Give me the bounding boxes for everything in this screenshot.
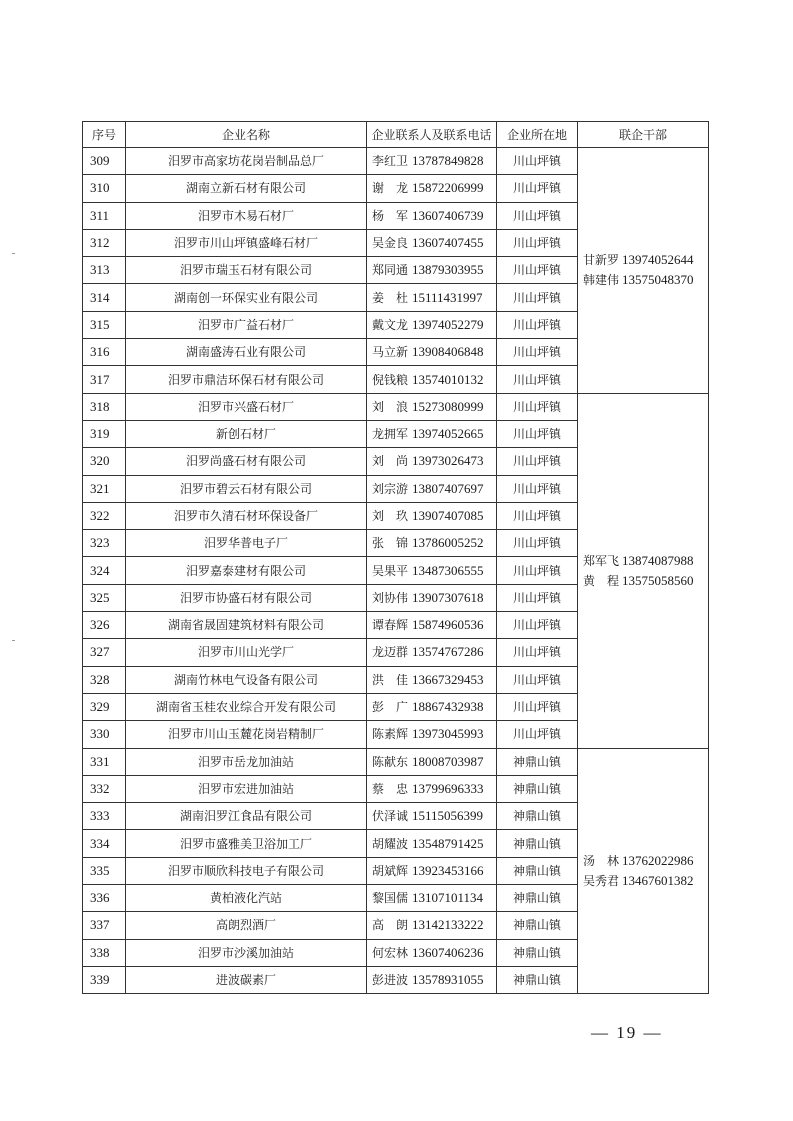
- cell-cadre: [578, 748, 709, 994]
- table-row: [83, 148, 709, 175]
- cell-serial-no: 316: [83, 339, 126, 366]
- contact-person: 龙拥军: [372, 427, 409, 442]
- contact-person: 刘 玖: [372, 509, 409, 523]
- contact-person: 倪钱粮: [372, 372, 409, 387]
- contact-phone: 13807407697: [412, 480, 484, 496]
- cell-enterprise-name: 湖南立新石材有限公司: [126, 175, 367, 202]
- contact-person: 谢 龙: [372, 181, 409, 196]
- cell-location: 神鼎山镇: [497, 775, 578, 802]
- table-header-row: [83, 122, 709, 148]
- contact-phone: 13923453166: [412, 862, 484, 878]
- cell-serial-no: 325: [83, 584, 126, 611]
- cell-enterprise-name: 汨罗市川山玉麓花岗岩精制厂: [126, 721, 367, 748]
- contact-phone: 13974052665: [412, 426, 484, 442]
- contact-phone: 15111431997: [412, 289, 483, 305]
- cell-location: 神鼎山镇: [497, 912, 578, 939]
- contact-person: 陈献东: [372, 754, 409, 769]
- cell-location: 川山坪镇: [497, 202, 578, 229]
- cell-location: 神鼎山镇: [497, 830, 578, 857]
- cell-contact: [367, 393, 497, 420]
- cell-enterprise-name: 湖南省晟固建筑材料有限公司: [126, 612, 367, 639]
- cadre-phone: 13974052644: [622, 252, 694, 268]
- table-body: [83, 148, 709, 994]
- contact-person: 张 锦: [372, 536, 409, 551]
- cell-location: 川山坪镇: [497, 721, 578, 748]
- cell-serial-no: 339: [83, 966, 126, 993]
- cell-serial-no: 317: [83, 366, 126, 393]
- cell-enterprise-name: 汨罗市瑞玉石材有限公司: [126, 257, 367, 284]
- cell-serial-no: 312: [83, 229, 126, 256]
- cell-contact: [367, 148, 497, 175]
- cell-serial-no: 336: [83, 885, 126, 912]
- cell-contact: [367, 830, 497, 857]
- cell-contact: [367, 693, 497, 720]
- cell-serial-no: 334: [83, 830, 126, 857]
- cell-location: 川山坪镇: [497, 612, 578, 639]
- contact-phone: 15874960536: [412, 617, 484, 633]
- cell-location: 川山坪镇: [497, 557, 578, 584]
- contact-phone: 15115056399: [412, 808, 484, 824]
- cell-location: 川山坪镇: [497, 530, 578, 557]
- cell-contact: [367, 966, 497, 993]
- cell-serial-no: 327: [83, 639, 126, 666]
- cell-enterprise-name: 汨罗华普电子厂: [126, 530, 367, 557]
- cell-enterprise-name: 汨罗市宏进加油站: [126, 775, 367, 802]
- cell-enterprise-name: 汨罗尚盛石材有限公司: [126, 448, 367, 475]
- enterprise-table-sheet: [82, 121, 708, 994]
- cadre-phone: 13874087988: [622, 552, 694, 568]
- cell-contact: [367, 721, 497, 748]
- cell-contact: [367, 857, 497, 884]
- cell-contact: [367, 448, 497, 475]
- contact-person: 胡斌辉: [372, 863, 409, 878]
- cell-location: 神鼎山镇: [497, 748, 578, 775]
- cell-enterprise-name: 湖南省玉桂农业综合开发有限公司: [126, 693, 367, 720]
- cell-contact: [367, 311, 497, 338]
- cell-enterprise-name: 汨罗市兴盛石材厂: [126, 393, 367, 420]
- cell-enterprise-name: 汨罗市川山坪镇盛峰石材厂: [126, 229, 367, 256]
- cell-contact: [367, 530, 497, 557]
- cell-serial-no: 309: [83, 148, 126, 175]
- contact-person: 刘 浪: [372, 399, 409, 414]
- cell-location: 川山坪镇: [497, 284, 578, 311]
- contact-person: 杨 军: [372, 208, 409, 223]
- cell-enterprise-name: 汨罗市沙溪加油站: [126, 939, 367, 966]
- cell-location: 神鼎山镇: [497, 939, 578, 966]
- cell-contact: [367, 775, 497, 802]
- cadre-name: 郑军飞: [583, 553, 620, 568]
- cell-serial-no: 323: [83, 530, 126, 557]
- contact-phone: 13667329453: [412, 671, 484, 687]
- cell-contact: [367, 475, 497, 502]
- cell-location: 川山坪镇: [497, 148, 578, 175]
- contact-person: 龙迈群: [372, 645, 409, 660]
- contact-phone: 13974052279: [412, 316, 484, 332]
- contact-phone: 13799696333: [412, 780, 484, 796]
- contact-phone: 13973045993: [412, 726, 484, 742]
- cell-serial-no: 311: [83, 202, 126, 229]
- header-serial-no: 序号: [83, 122, 126, 148]
- cell-location: 神鼎山镇: [497, 857, 578, 884]
- cell-enterprise-name: 新创石材厂: [126, 420, 367, 447]
- cell-enterprise-name: 进波碳素厂: [126, 966, 367, 993]
- contact-person: 吴果平: [372, 563, 409, 578]
- enterprise-contact-table: [82, 121, 709, 994]
- contact-phone: 13907407085: [412, 508, 484, 523]
- cell-contact: [367, 885, 497, 912]
- cadre-phone: 13762022986: [622, 852, 694, 868]
- header-enterprise-name: 企业名称: [126, 122, 367, 148]
- cadre-phone: 13575048370: [622, 272, 694, 288]
- cadre-name: 黄 程: [583, 573, 620, 588]
- cell-serial-no: 333: [83, 803, 126, 830]
- cell-serial-no: 313: [83, 257, 126, 284]
- cell-enterprise-name: 汨罗市顺欣科技电子有限公司: [126, 857, 367, 884]
- cell-serial-no: 331: [83, 748, 126, 775]
- cadre-phone: 13467601382: [622, 872, 694, 888]
- cell-contact: [367, 366, 497, 393]
- contact-phone: 13142133222: [412, 917, 484, 933]
- header-location: 企业所在地: [497, 122, 578, 148]
- contact-phone: 13607406739: [412, 207, 484, 223]
- contact-phone: 13574767286: [412, 644, 484, 660]
- cell-contact: [367, 420, 497, 447]
- contact-person: 高 朗: [372, 918, 409, 933]
- contact-phone: 13607406236: [412, 944, 484, 960]
- cadre-name: 汤 林: [583, 853, 620, 868]
- cadre-line: [583, 871, 708, 891]
- cell-contact: [367, 175, 497, 202]
- contact-phone: 13548791425: [412, 835, 484, 851]
- contact-person: 马立新: [372, 345, 409, 360]
- cell-enterprise-name: 汨罗市高家坊花岗岩制品总厂: [126, 148, 367, 175]
- cadre-line: [583, 851, 708, 871]
- cell-enterprise-name: 汨罗市木易石材厂: [126, 202, 367, 229]
- cell-serial-no: 330: [83, 721, 126, 748]
- contact-phone: 13607407455: [412, 235, 484, 251]
- contact-person: 郑同通: [372, 263, 409, 278]
- margin-mark: [12, 640, 15, 641]
- contact-person: 洪 佳: [372, 672, 409, 687]
- cell-cadre: [578, 148, 709, 394]
- cell-contact: [367, 257, 497, 284]
- cell-location: 神鼎山镇: [497, 803, 578, 830]
- cell-enterprise-name: 汨罗市协盛石材有限公司: [126, 584, 367, 611]
- cell-location: 川山坪镇: [497, 393, 578, 420]
- cell-contact: [367, 502, 497, 529]
- cell-serial-no: 326: [83, 612, 126, 639]
- table-row: [83, 748, 709, 775]
- cell-contact: [367, 284, 497, 311]
- table-row: [83, 393, 709, 420]
- contact-phone: 13907307618: [412, 589, 484, 605]
- cell-serial-no: 332: [83, 775, 126, 802]
- contact-person: 何宏林: [372, 945, 409, 960]
- header-contact: 企业联系人及联系电话: [367, 122, 497, 148]
- cell-serial-no: 320: [83, 448, 126, 475]
- cell-serial-no: 338: [83, 939, 126, 966]
- cell-location: 川山坪镇: [497, 257, 578, 284]
- cadre-line: [583, 250, 708, 270]
- cell-serial-no: 314: [83, 284, 126, 311]
- cell-location: 川山坪镇: [497, 639, 578, 666]
- contact-phone: 13786005252: [412, 535, 484, 551]
- cell-enterprise-name: 高朗烈酒厂: [126, 912, 367, 939]
- cadre-line: [583, 270, 708, 290]
- cell-contact: [367, 612, 497, 639]
- cadre-phone: 13575058560: [622, 572, 694, 588]
- contact-phone: 13578931055: [412, 972, 484, 988]
- contact-phone: 13879303955: [412, 262, 484, 278]
- cell-serial-no: 315: [83, 311, 126, 338]
- cell-contact: [367, 339, 497, 366]
- page-number: — 19 —: [591, 1023, 663, 1042]
- cell-enterprise-name: 汨罗市岳龙加油站: [126, 748, 367, 775]
- contact-person: 彭进波: [372, 973, 409, 988]
- contact-person: 彭 广: [372, 700, 409, 715]
- cell-contact: [367, 939, 497, 966]
- contact-phone: 18867432938: [412, 699, 484, 715]
- contact-person: 谭春辉: [372, 618, 409, 633]
- cell-contact: [367, 666, 497, 693]
- cell-serial-no: 322: [83, 502, 126, 529]
- header-cadre: 联企干部: [578, 122, 709, 148]
- cell-serial-no: 324: [83, 557, 126, 584]
- contact-phone: 13107101134: [412, 890, 484, 906]
- cell-serial-no: 337: [83, 912, 126, 939]
- contact-person: 伏泽诚: [372, 809, 409, 824]
- cell-location: 川山坪镇: [497, 366, 578, 393]
- contact-phone: 13908406848: [412, 344, 484, 360]
- cadre-line: [583, 571, 708, 591]
- cell-serial-no: 328: [83, 666, 126, 693]
- contact-person: 戴文龙: [372, 317, 409, 332]
- cell-enterprise-name: 汨罗市碧云石材有限公司: [126, 475, 367, 502]
- cell-serial-no: 321: [83, 475, 126, 502]
- cell-enterprise-name: 汨罗市川山光学厂: [126, 639, 367, 666]
- cell-location: 川山坪镇: [497, 311, 578, 338]
- cell-location: 神鼎山镇: [497, 885, 578, 912]
- cell-contact: [367, 748, 497, 775]
- contact-person: 李红卫: [372, 154, 409, 169]
- cell-contact: [367, 202, 497, 229]
- cell-enterprise-name: 汨罗嘉泰建材有限公司: [126, 557, 367, 584]
- cell-location: 川山坪镇: [497, 666, 578, 693]
- cell-cadre: [578, 393, 709, 748]
- cell-serial-no: 329: [83, 693, 126, 720]
- contact-phone: 13973026473: [412, 453, 484, 469]
- contact-phone: 13574010132: [412, 371, 484, 387]
- cell-enterprise-name: 汨罗市广益石材厂: [126, 311, 367, 338]
- contact-person: 陈素辉: [372, 727, 409, 742]
- contact-person: 黎国儒: [372, 891, 409, 906]
- cell-serial-no: 335: [83, 857, 126, 884]
- cell-serial-no: 319: [83, 420, 126, 447]
- cell-location: 川山坪镇: [497, 693, 578, 720]
- cell-enterprise-name: 黄柏液化汽站: [126, 885, 367, 912]
- cell-enterprise-name: 汨罗市盛雅美卫浴加工厂: [126, 830, 367, 857]
- contact-person: 吴金良: [372, 236, 409, 251]
- cell-enterprise-name: 汨罗市鼎洁环保石材有限公司: [126, 366, 367, 393]
- cell-contact: [367, 912, 497, 939]
- cell-serial-no: 310: [83, 175, 126, 202]
- cell-enterprise-name: 汨罗市久清石材环保设备厂: [126, 502, 367, 529]
- contact-phone: 15273080999: [412, 398, 484, 414]
- cell-location: 川山坪镇: [497, 475, 578, 502]
- cell-enterprise-name: 湖南盛涛石业有限公司: [126, 339, 367, 366]
- cell-enterprise-name: 湖南汨罗江食品有限公司: [126, 803, 367, 830]
- cell-location: 神鼎山镇: [497, 966, 578, 993]
- cell-location: 川山坪镇: [497, 420, 578, 447]
- cell-enterprise-name: 湖南竹林电气设备有限公司: [126, 666, 367, 693]
- cell-contact: [367, 557, 497, 584]
- cell-location: 川山坪镇: [497, 448, 578, 475]
- contact-phone: 18008703987: [412, 753, 484, 769]
- contact-phone: 13787849828: [412, 153, 484, 169]
- cadre-name: 韩建伟: [583, 273, 620, 288]
- cadre-line: [583, 551, 708, 571]
- contact-person: 刘协伟: [372, 590, 409, 605]
- contact-phone: 13487306555: [412, 562, 484, 578]
- contact-person: 刘宗游: [372, 481, 409, 496]
- contact-person: 刘 尚: [372, 454, 409, 469]
- cell-location: 川山坪镇: [497, 339, 578, 366]
- contact-person: 姜 杜: [372, 290, 409, 305]
- cell-contact: [367, 229, 497, 256]
- cell-location: 川山坪镇: [497, 229, 578, 256]
- cell-contact: [367, 639, 497, 666]
- cell-location: 川山坪镇: [497, 502, 578, 529]
- contact-person: 蔡 忠: [372, 781, 409, 796]
- contact-person: 胡耀波: [372, 836, 409, 851]
- contact-phone: 15872206999: [412, 180, 484, 196]
- cadre-name: 吴秀君: [583, 873, 620, 888]
- cell-enterprise-name: 湖南创一环保实业有限公司: [126, 284, 367, 311]
- cell-location: 川山坪镇: [497, 175, 578, 202]
- cell-serial-no: 318: [83, 393, 126, 420]
- margin-mark: [12, 253, 15, 254]
- cell-contact: [367, 584, 497, 611]
- cell-contact: [367, 803, 497, 830]
- cadre-name: 甘新罗: [583, 253, 620, 268]
- cell-location: 川山坪镇: [497, 584, 578, 611]
